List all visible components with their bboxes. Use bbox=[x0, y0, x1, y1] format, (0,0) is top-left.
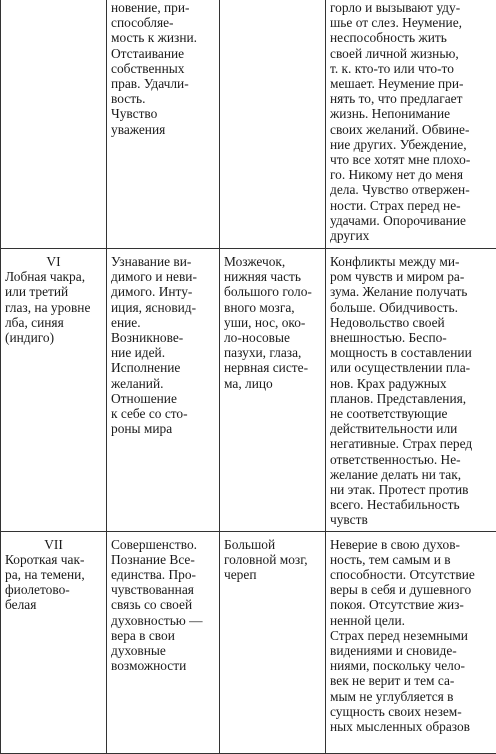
problems-text: горло и вызывают уду- шье от слез. Неумение, неспособность жить своей личной жизнью, т. к. кто-то или что-то мешает. Неумение при- нять то, что предлагает жизнь. Непонимание своих желаний. Обвине- ние других. Убеждение, что все хотят мне плохо- го. Никому нет до меня дела. Чувство отвержен- ности. Страх перед не- удачами. Опорочивание других bbox=[330, 0, 471, 244]
problems-text: Неверие в свою духов- ность, тем самым и в способности. Отсутствие веры в себя и душевного покоя. Отсутствие жиз- ненной цели. Страх перед неземными видениями и сновиде- ниями, поскольку чело- век не верит и тем са- мым не углубляется в сущность своих незем- ных мысленных образов bbox=[330, 536, 475, 735]
organs-text: Большой головной мозг, череп bbox=[224, 536, 308, 583]
qualities-text: Узнавание ви- димого и неви- димого. Инту- иция, ясновид- ение. Возникнове- ние идей. Исполнение желаний. Отношение к себе со сто- роны мира bbox=[111, 254, 197, 437]
organs-cell bbox=[220, 249, 326, 532]
qualities-cell bbox=[107, 0, 220, 249]
chakra-name-cell bbox=[1, 531, 107, 753]
problems-text: Конфликты между ми- ром чувств и миром ра- зума. Желание получать больше. Обидчивость. Недовольство своей внешностью. Беспо- мощность в составлении или осуществлении пла- нов. Крах радужных планов. Представления, не соответствующие действительности или негативные. Страх перед ответственностью. Не- желание делать ни так, ни этак. Протест против всего. Нестабильность чувств bbox=[330, 254, 473, 528]
qualities-cell bbox=[107, 249, 220, 532]
organs-cell bbox=[220, 0, 326, 249]
chakra-number: VI bbox=[46, 254, 61, 269]
table-row bbox=[1, 531, 496, 753]
qualities-text: новение, при- способляе- мость к жизни. Отстаивание собственных прав. Удачли- вость. Чувство уважения bbox=[111, 0, 197, 137]
table-row bbox=[1, 249, 496, 532]
chakra-number: VII bbox=[44, 536, 63, 552]
chakra-name-cell bbox=[1, 0, 107, 249]
qualities-text: Совершенство. Познание Все- единства. Про- чувствованная связь со своей духовностью — вера в свои духовные возможности bbox=[111, 536, 203, 674]
problems-cell bbox=[326, 0, 496, 249]
organs-cell bbox=[220, 531, 326, 753]
chakra-name: Лобная чакра, или третий глаз, на уровне лба, синяя (индиго) bbox=[5, 269, 91, 346]
problems-cell bbox=[326, 249, 496, 532]
chakra-name: Короткая чак- ра, на темени, фиолетово- белая bbox=[5, 551, 85, 613]
qualities-cell bbox=[107, 531, 220, 753]
organs-text: Мозжечок, нижняя часть большого голо- вного мозга, уши, нос, око- ло-носовые пазухи, глаза, нервная систе- ма, лицо bbox=[224, 254, 312, 391]
table-row bbox=[1, 0, 496, 249]
problems-cell bbox=[326, 531, 496, 753]
chakra-name-cell bbox=[1, 249, 107, 532]
